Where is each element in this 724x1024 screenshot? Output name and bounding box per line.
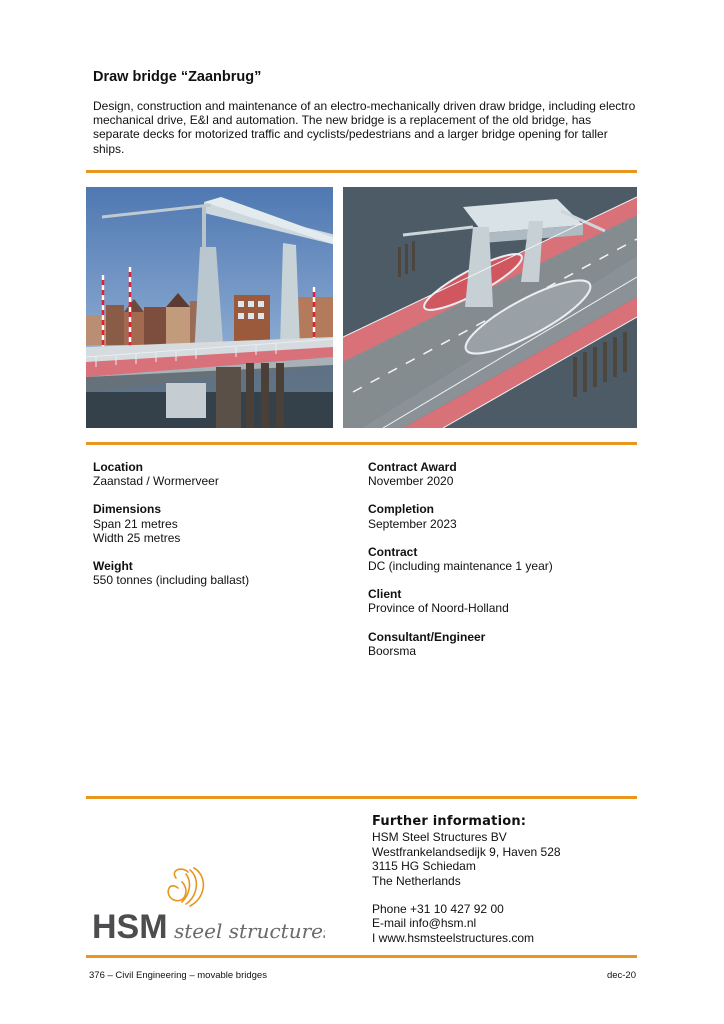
intro-paragraph: Design, construction and maintenance of an electro-mechanically driven draw bridge, including electro mechanical drive, E&I and automation. The new bridge is a replacement of the old bridge, has separate decks for motorized traffic and cyclists/pedestrians and a larger bridge opening for taller ships. (93, 99, 636, 156)
hsm-logo (90, 866, 325, 946)
field-label: Dimensions (93, 502, 162, 517)
footer-date: dec-20 (606, 970, 636, 981)
address-line: Westfrankelandsedijk 9, Haven 528 (372, 844, 561, 859)
logo-tagline: steel structures (174, 919, 325, 943)
field-value: November 2020 (368, 474, 454, 489)
divider (86, 955, 637, 958)
divider (86, 796, 637, 799)
field-client (368, 587, 553, 615)
field-value: Province of Noord-Holland (368, 601, 509, 616)
details-right-column (368, 460, 553, 672)
field-label: Consultant/Engineer (368, 629, 486, 644)
field-label: Contract (368, 544, 418, 559)
further-information (372, 815, 561, 945)
field-label: Location (93, 460, 143, 474)
field-weight (93, 559, 249, 587)
bridge-photo-side-view (86, 187, 333, 428)
field-value: September 2023 (368, 516, 457, 531)
field-value: Span 21 metres (93, 516, 178, 531)
field-contract (368, 545, 553, 573)
country: The Netherlands (372, 873, 461, 888)
field-value: 550 tonnes (including ballast) (93, 573, 250, 588)
logo-brand: HSM (92, 908, 168, 946)
phone: Phone +31 10 427 92 00 (372, 902, 504, 917)
field-value: Boorsma (368, 643, 417, 658)
field-value: Zaanstad / Wormerveer (93, 474, 219, 489)
field-contract-award (368, 460, 553, 488)
field-completion (368, 502, 553, 530)
field-label: Contract Award (368, 460, 457, 474)
company-name: HSM Steel Structures BV (372, 830, 507, 845)
page-title: Draw bridge “Zaanbrug” (93, 69, 262, 85)
email: E-mail info@hsm.nl (372, 916, 477, 931)
divider (86, 442, 637, 445)
field-dimensions (93, 502, 249, 545)
field-label: Client (368, 587, 402, 602)
field-value: DC (including maintenance 1 year) (368, 559, 553, 574)
divider (86, 170, 637, 173)
details-left-column (93, 460, 249, 601)
field-value: Width 25 metres (93, 530, 181, 545)
further-info-heading: Further information: (372, 814, 527, 829)
field-label: Weight (93, 559, 133, 574)
bridge-photo-aerial-view (343, 187, 637, 428)
address-line: 3115 HG Schiedam (372, 859, 476, 874)
website: I www.hsmsteelstructures.com (372, 930, 535, 945)
field-consultant-engineer (368, 630, 553, 658)
spacer (372, 888, 561, 902)
footer-section-label: 376 – Civil Engineering – movable bridges (89, 970, 267, 981)
field-label: Completion (368, 502, 434, 517)
field-location (93, 460, 249, 488)
